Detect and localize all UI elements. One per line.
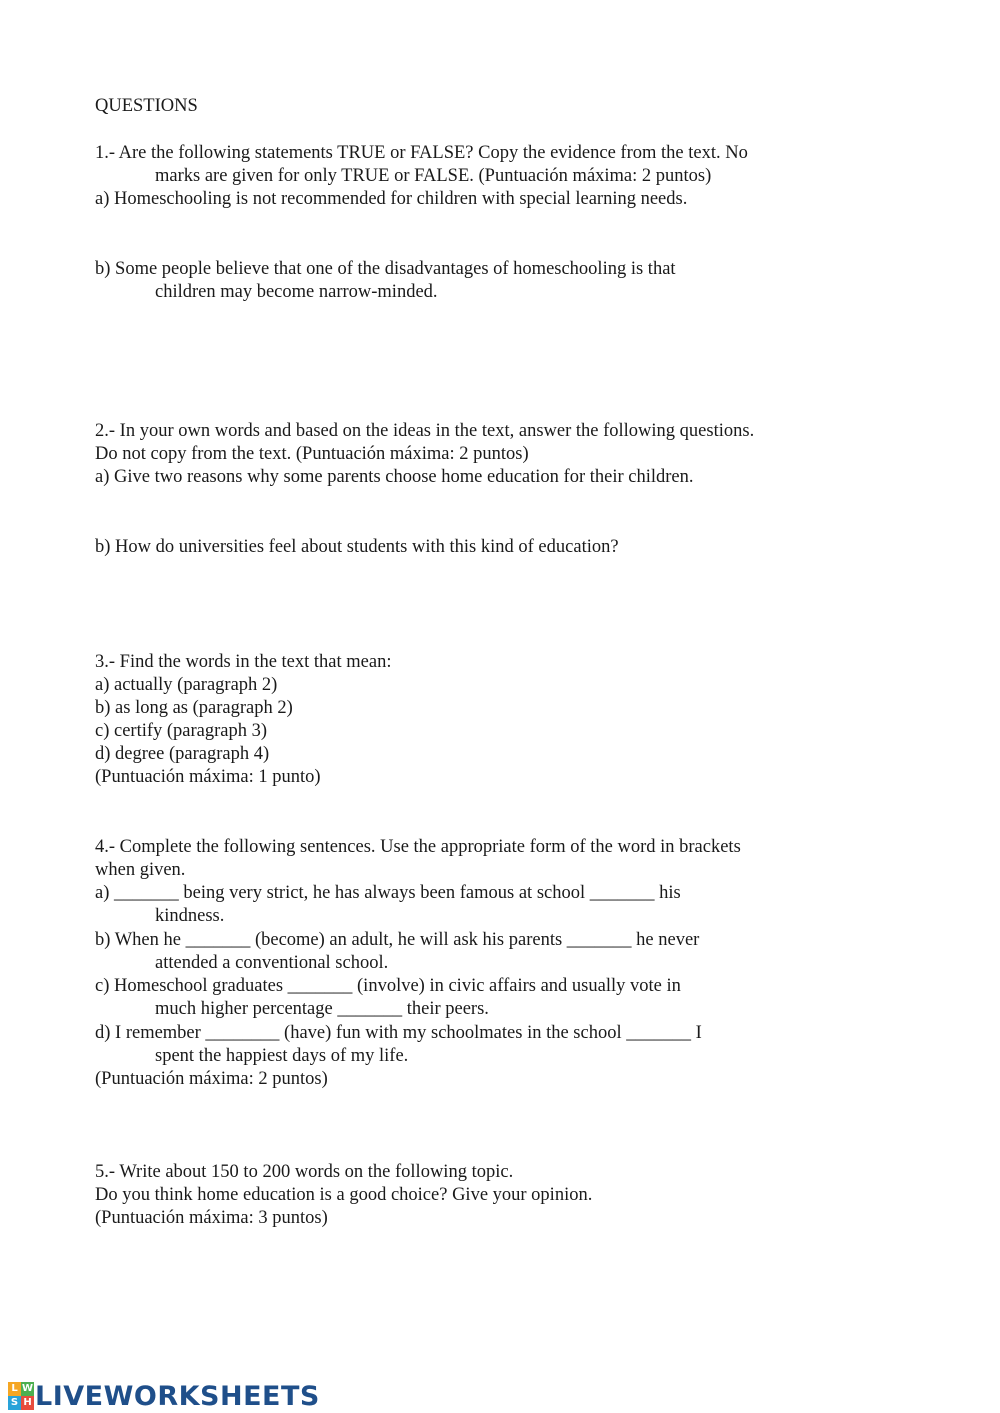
q4-sentence-c-line1: c) Homeschool graduates _______ (involve) in civic affairs and usually vote in: [95, 976, 681, 996]
liveworksheets-logo[interactable]: [8, 1380, 320, 1412]
q4-sentence-a-line2: kindness.: [155, 906, 225, 926]
q1-statement-b-line1: b) Some people believe that one of the disadvantages of homeschooling is that: [95, 259, 676, 279]
q2-question-b: b) How do universities feel about students with this kind of education?: [95, 537, 619, 557]
q1-statement-a: a) Homeschooling is not recommended for children with special learning needs.: [95, 189, 688, 209]
q3-item-d: d) degree (paragraph 4): [95, 744, 270, 764]
page-title: QUESTIONS: [95, 96, 198, 116]
liveworksheets-logo-text: LIVEWORKSHEETS: [35, 1380, 320, 1412]
q1-instruction-line1: 1.- Are the following statements TRUE or FALSE? Copy the evidence from the text. No: [95, 143, 748, 163]
q4-score: (Puntuación máxima: 2 puntos): [95, 1069, 328, 1089]
q3-score: (Puntuación máxima: 1 punto): [95, 767, 321, 787]
q5-score: (Puntuación máxima: 3 puntos): [95, 1208, 328, 1228]
q4-sentence-b-line1: b) When he _______ (become) an adult, he will ask his parents _______ he never: [95, 930, 700, 950]
q3-instruction: 3.- Find the words in the text that mean:: [95, 652, 392, 672]
q4-sentence-d-line1: d) I remember ________ (have) fun with my schoolmates in the school _______ I: [95, 1023, 702, 1043]
q4-instruction-line2: when given.: [95, 860, 186, 880]
q2-instruction-line1: 2.- In your own words and based on the ideas in the text, answer the following questions.: [95, 421, 755, 441]
logo-mark-letter: L: [8, 1382, 21, 1396]
q4-sentence-b-line2: attended a conventional school.: [155, 953, 389, 973]
q1-statement-b-line2: children may become narrow-minded.: [155, 282, 438, 302]
q4-sentence-d-line2: spent the happiest days of my life.: [155, 1046, 409, 1066]
liveworksheets-logo-icon: [8, 1382, 34, 1410]
q3-item-a: a) actually (paragraph 2): [95, 675, 278, 695]
q3-item-b: b) as long as (paragraph 2): [95, 698, 293, 718]
q3-item-c: c) certify (paragraph 3): [95, 721, 268, 741]
q5-instruction-line1: 5.- Write about 150 to 200 words on the following topic.: [95, 1162, 514, 1182]
q2-question-a: a) Give two reasons why some parents choose home education for their children.: [95, 467, 694, 487]
logo-mark-letter: W: [21, 1383, 34, 1394]
logo-mark-letter: S: [8, 1396, 21, 1410]
q4-sentence-a-line1: a) _______ being very strict, he has always been famous at school _______ his: [95, 883, 681, 903]
logo-mark-letter: H: [21, 1396, 34, 1410]
q1-instruction-line2: marks are given for only TRUE or FALSE. (Puntuación máxima: 2 puntos): [155, 166, 712, 186]
q2-instruction-line2: Do not copy from the text. (Puntuación máxima: 2 puntos): [95, 444, 529, 464]
q5-instruction-line2: Do you think home education is a good choice? Give your opinion.: [95, 1185, 593, 1205]
q4-sentence-c-line2: much higher percentage _______ their peers.: [155, 999, 489, 1019]
q4-instruction-line1: 4.- Complete the following sentences. Use the appropriate form of the word in brackets: [95, 837, 741, 857]
